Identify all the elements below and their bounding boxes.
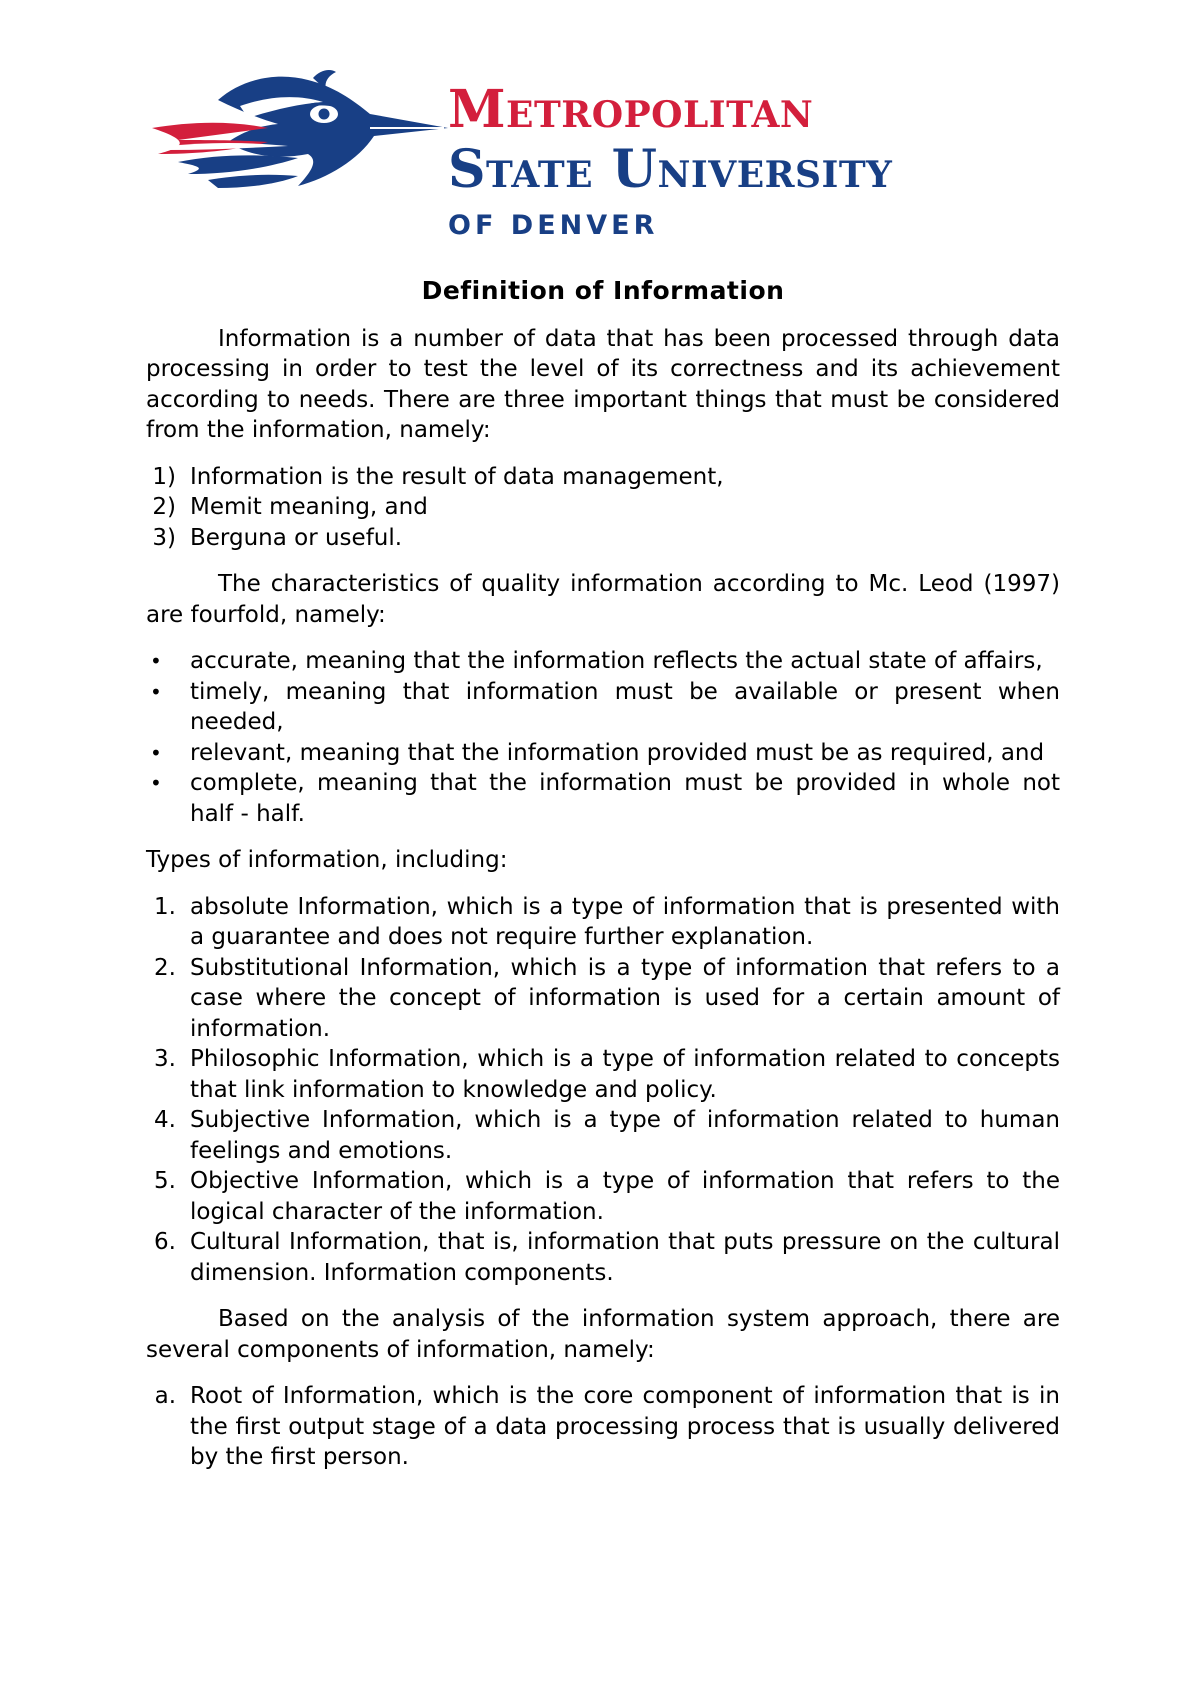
- wordmark-metropolitan: Metropolitan: [448, 79, 814, 140]
- list-marker: 3): [152, 524, 176, 551]
- list-marker: 2): [152, 494, 176, 520]
- list-item-text: Objective Information, which is a type of information that refers to the logical character of the information.: [190, 1168, 1060, 1225]
- list-marker: 3.: [154, 1046, 176, 1072]
- components-intro-paragraph: Based on the analysis of the information system approach, there are several components of information, namely:: [146, 1306, 1060, 1363]
- bullet-icon: •: [150, 740, 162, 765]
- list-item-text: Philosophic Information, which is a type of information related to concepts that link information to knowledge and policy.: [190, 1046, 1060, 1103]
- wordmark-of-denver: OF DENVER: [448, 210, 659, 241]
- types-intro-paragraph: Types of information, including:: [146, 847, 508, 873]
- list-item: [146, 492, 1060, 523]
- university-logo: [148, 70, 928, 241]
- characteristics-list: [146, 646, 1060, 829]
- wordmark-state-university: State University: [448, 139, 893, 200]
- document-body: [146, 276, 1060, 1489]
- list-item: [146, 953, 1060, 1045]
- list-item: [146, 646, 1060, 677]
- list-item: [146, 768, 1060, 829]
- list-item-text: absolute Information, which is a type of information that is presented with a guarantee and does not require further explanation.: [190, 893, 1060, 950]
- page-title: Definition of Information: [421, 276, 785, 305]
- list-item-text: relevant, meaning that the information provided must be as required, and: [190, 739, 1045, 766]
- list-item-text: Information is the result of data management,: [190, 463, 724, 490]
- roadrunner-logo-icon: [148, 70, 448, 200]
- list-item-text: complete, meaning that the information must be provided in whole not half - half.: [190, 770, 1060, 827]
- list-item-text: Memit meaning, and: [190, 494, 428, 520]
- list-item: [146, 677, 1060, 738]
- list-marker: 4.: [154, 1107, 176, 1133]
- list-item-text: Subjective Information, which is a type of information related to human feelings and emotions.: [190, 1107, 1060, 1164]
- list-item: [146, 462, 1060, 493]
- bullet-icon: •: [150, 771, 162, 795]
- list-item: [146, 738, 1060, 769]
- list-item-text: accurate, meaning that the information reflects the actual state of affairs,: [190, 648, 1043, 674]
- intro-paragraph: Information is a number of data that has been processed through data processing in order to test the level of its correctness and its achievement according to needs. There are three important things that must be considered from the information, namely:: [146, 325, 1060, 443]
- components-list: [146, 1381, 1060, 1473]
- list-item-text: timely, meaning that information must be available or present when needed,: [190, 678, 1060, 735]
- list-item: [146, 1044, 1060, 1105]
- list-item: [146, 523, 1060, 554]
- types-list: [146, 892, 1060, 1289]
- university-wordmark: [448, 79, 893, 241]
- list-item: [146, 1227, 1060, 1288]
- characteristics-intro-paragraph: The characteristics of quality information according to Mc. Leod (1997) are fourfold, namely:: [146, 571, 1060, 628]
- list-marker: 2.: [154, 954, 176, 981]
- important-things-list: [146, 462, 1060, 554]
- list-item: [146, 1105, 1060, 1166]
- list-item-text: Substitutional Information, which is a type of information that refers to a case where the concept of information is used for a certain amount of information.: [190, 954, 1060, 1042]
- list-marker: a.: [154, 1383, 176, 1409]
- list-marker: 5.: [154, 1168, 176, 1194]
- list-item-text: Berguna or useful.: [190, 524, 403, 551]
- list-item-text: Root of Information, which is the core component of information that is in the first output stage of a data processing process that is usually delivered by the first person.: [190, 1383, 1060, 1470]
- bullet-icon: •: [150, 649, 162, 673]
- list-item-text: Cultural Information, that is, information that puts pressure on the cultural dimension. Information components.: [190, 1229, 1060, 1286]
- list-item: [146, 1381, 1060, 1473]
- bullet-icon: •: [150, 679, 162, 704]
- list-item: [146, 892, 1060, 953]
- list-item: [146, 1166, 1060, 1227]
- list-marker: 1.: [154, 893, 176, 920]
- list-marker: 1): [152, 463, 176, 490]
- list-marker: 6.: [154, 1229, 176, 1255]
